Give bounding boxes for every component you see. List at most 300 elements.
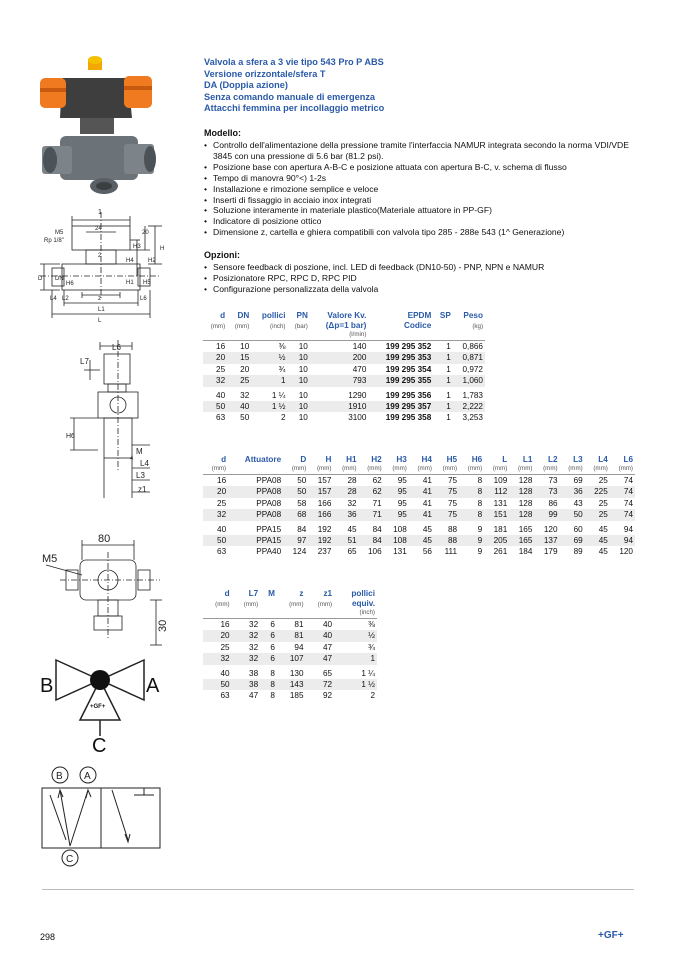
- table-cell: 84: [297, 524, 307, 534]
- table-codes: [203, 311, 485, 424]
- table-cell: 74: [610, 486, 635, 497]
- table-cell: 157: [308, 486, 333, 497]
- dim-label: z: [98, 296, 101, 302]
- table-row: [203, 387, 485, 401]
- table-cell: 81: [277, 630, 306, 641]
- table-row: [203, 412, 485, 423]
- table-cell: 36: [333, 509, 358, 520]
- table-cell: 199 295 358: [385, 413, 432, 423]
- valve-product-image: [40, 56, 156, 194]
- table-cell: 179: [543, 547, 558, 557]
- table-cell: ¾: [368, 642, 375, 652]
- header-kv-2: (Δp=1 bar): [325, 321, 367, 330]
- table-cell: 75: [447, 476, 458, 485]
- table-cell: 81: [294, 620, 304, 629]
- table-cell: 128: [518, 498, 533, 508]
- table-cell: 151: [484, 509, 509, 520]
- table-cell: 8: [270, 668, 275, 678]
- table-cell: 1: [251, 375, 287, 386]
- table-cell: 131: [393, 547, 407, 557]
- table-cell: 0,871: [453, 352, 485, 363]
- header-dn: DN: [237, 311, 250, 320]
- header-codice: Codice: [403, 321, 432, 330]
- technical-drawings: [0, 0, 200, 890]
- table-row: [203, 642, 377, 653]
- table-cell: 45: [422, 524, 432, 534]
- flow-label-a: A: [84, 771, 91, 782]
- table-cell: 10: [298, 364, 308, 374]
- header-z1: z1: [323, 589, 333, 598]
- table-cell: 108: [393, 524, 407, 534]
- table-cell: 10: [288, 375, 310, 386]
- table-cell: 56: [422, 547, 432, 557]
- table-cell: 137: [534, 535, 559, 546]
- unit-dn: (mm): [234, 323, 250, 330]
- dim-label: M5: [42, 553, 58, 565]
- table-cell: 99: [534, 509, 559, 520]
- table-cell: 73: [534, 486, 559, 497]
- table-cell: 16: [216, 342, 226, 351]
- model-item: • Dimensione z, cartella e ghiera compatibili con valvola tipo 285 - 288e 543 (1^ Generazione): [204, 227, 644, 238]
- dim-label: H1: [126, 280, 134, 286]
- unit-d: (mm): [210, 323, 226, 330]
- table-cell: 74: [623, 476, 633, 485]
- table-cell: 25: [216, 364, 226, 374]
- table-cell: 1290: [348, 390, 367, 400]
- table-cell: 75: [434, 509, 459, 520]
- table-cell: 261: [493, 547, 508, 557]
- table-cell: 131: [493, 498, 508, 508]
- table-cell: 32: [232, 630, 261, 641]
- table-cell: 32: [203, 509, 228, 520]
- table-cell: 111: [444, 547, 458, 557]
- table-cell: 88: [434, 535, 459, 546]
- table-cell: 32: [203, 375, 227, 386]
- table-cell: 165: [518, 524, 533, 534]
- options-list: [204, 262, 644, 295]
- table-cell: 192: [308, 535, 333, 546]
- table-cell: 69: [573, 476, 583, 485]
- table-row: [203, 653, 377, 664]
- unit-d: (mm): [291, 465, 307, 472]
- table-row: [203, 486, 635, 497]
- table-header-row: [203, 321, 485, 331]
- flow-label-c: C: [66, 854, 74, 865]
- options-heading: Opzioni:: [204, 250, 240, 260]
- table-cell: 47: [249, 691, 259, 701]
- table-cell: 8: [270, 691, 275, 701]
- valve-symbol: [56, 660, 144, 736]
- header-pn: PN: [296, 311, 308, 320]
- option-item: • Configurazione personalizzata della valvola: [204, 284, 644, 295]
- table-row: [203, 665, 377, 679]
- table-cell: 75: [434, 486, 459, 497]
- table-cell: 62: [372, 476, 382, 485]
- table-cell: 10: [298, 413, 308, 423]
- table-cell: 95: [384, 486, 409, 497]
- header-h3: H3: [396, 455, 407, 464]
- table-cell: 50: [283, 486, 308, 497]
- table-cell: 95: [397, 476, 407, 485]
- table-cell: 9: [477, 547, 483, 557]
- table-header-row: [203, 331, 485, 341]
- table-cell: 50: [203, 535, 228, 546]
- table-cell: 124: [292, 547, 307, 557]
- table-cell: 50: [240, 413, 250, 423]
- dim-label: H4: [126, 258, 134, 264]
- table-cell: 166: [317, 498, 332, 508]
- table-cell: 1 ¼: [271, 390, 286, 400]
- table-cell: 128: [518, 476, 533, 485]
- table-cell: 143: [277, 679, 306, 690]
- model-item: • Indicatore di posizione ottico: [204, 216, 644, 227]
- dim-label: L2: [62, 296, 69, 302]
- page-number: 298: [40, 932, 56, 942]
- model-item: • Controllo dell'alimentazione della pressione tramite l'interfaccia NAMUR integrata secondo la norma VDI/VDE 3845 con una pressione di 5.6 bar (81.2 psi).: [204, 140, 644, 162]
- header-d: D: [300, 455, 307, 464]
- table-cell: 25: [585, 509, 610, 520]
- table-cell: 40: [220, 668, 230, 678]
- table-cell: ½: [334, 630, 377, 641]
- table-cell: 199 295 353: [368, 352, 433, 363]
- table-cell: 86: [548, 498, 558, 508]
- table-cell: 63: [217, 547, 227, 557]
- table-cell: 45: [409, 535, 434, 546]
- dim-label: 2: [98, 253, 102, 259]
- table-cell: 25: [220, 642, 230, 652]
- header-h1: H1: [346, 455, 357, 464]
- table-cell: 40: [217, 524, 227, 534]
- table-cell: 41: [409, 509, 434, 520]
- table-cell: 181: [493, 524, 508, 534]
- table-cell: 199 295 355: [368, 375, 433, 386]
- table-cell: 50: [297, 476, 307, 485]
- table-row: [203, 535, 635, 546]
- table-cell: PPA15: [228, 535, 283, 546]
- model-item: • Posizione base con apertura A-B-C e posizione attuata con apertura B-C, v. schema di flusso: [204, 162, 644, 173]
- table-cell: 1: [334, 653, 377, 664]
- table-cell: 94: [294, 642, 304, 652]
- table-row: [203, 341, 485, 353]
- table-cell: 84: [372, 524, 382, 534]
- table-cell: 0,972: [462, 364, 483, 374]
- model-list: [204, 140, 644, 238]
- table-cell: 20: [203, 630, 232, 641]
- table-cell: 1: [433, 401, 453, 412]
- header-l3: L3: [573, 455, 583, 464]
- unit-kv: (l/min): [349, 331, 367, 338]
- table-cell: 1: [446, 364, 451, 374]
- table-cell: 185: [289, 691, 304, 701]
- unit-h: (mm): [316, 465, 332, 472]
- table-cell: 16: [217, 476, 227, 485]
- side-view-labels: [66, 343, 149, 494]
- table-cell: 1: [433, 375, 453, 386]
- table-cell: 15: [227, 352, 251, 363]
- table-cell: 36: [560, 486, 585, 497]
- table-cell: PPA08: [256, 476, 282, 485]
- unit-h5: (mm): [442, 465, 458, 472]
- table-cell: 63: [220, 691, 230, 701]
- table-cell: 1910: [310, 401, 369, 412]
- table-cell: 130: [289, 668, 304, 678]
- table-cell: 470: [352, 364, 367, 374]
- flow-label-b: B: [56, 771, 63, 782]
- table-cell: 51: [333, 535, 358, 546]
- product-title-block: [204, 57, 644, 115]
- unit-d: (mm): [211, 465, 227, 472]
- unit-h1: (mm): [342, 465, 357, 472]
- table-cell: 47: [322, 642, 333, 652]
- table-cell: 32: [347, 498, 357, 508]
- unit-h3: (mm): [392, 465, 407, 472]
- table-cell: 10: [298, 390, 308, 400]
- table-cell: 32: [249, 620, 259, 629]
- dim-label: L4: [140, 459, 149, 468]
- table-cell: 72: [306, 679, 335, 690]
- table-cell: 50: [203, 401, 227, 412]
- table-cell: 0,866: [462, 342, 483, 351]
- port-label-a: A: [146, 675, 160, 697]
- dim-label: H3: [133, 244, 141, 250]
- model-heading: Modello:: [204, 128, 241, 138]
- header-pollici: pollici: [351, 589, 375, 598]
- table-cell: 63: [216, 413, 226, 423]
- table-cell: 128: [509, 486, 534, 497]
- table-cell: 109: [493, 476, 508, 485]
- table-header-row: [203, 455, 635, 465]
- unit-peso: (kg): [472, 323, 483, 330]
- product-title-line: DA (Doppia azione): [204, 80, 288, 91]
- table-cell: 1: [433, 352, 453, 363]
- dim-label: L3: [136, 471, 145, 480]
- table-row: [203, 375, 485, 386]
- dim-label: 24: [95, 226, 102, 232]
- dim-label: D: [38, 276, 43, 282]
- table-header-row: [203, 589, 377, 599]
- table-cell: 25: [227, 375, 251, 386]
- table-cell: 71: [359, 509, 384, 520]
- table-row: [203, 679, 377, 690]
- table-cell: 32: [232, 653, 261, 664]
- option-item: • Posizionatore RPC, RPC D, RPC PID: [204, 273, 644, 284]
- table-cell: 71: [372, 498, 382, 508]
- table-header-row: [203, 599, 377, 609]
- table-dimensions: [203, 455, 635, 558]
- table-cell: 28: [347, 476, 357, 485]
- table-row: [203, 475, 635, 487]
- table-cell: 120: [543, 524, 558, 534]
- table-cell: 199 295 356: [385, 390, 432, 400]
- table-cell: 95: [384, 509, 409, 520]
- table-cell: 157: [317, 476, 332, 485]
- table-cell: 120: [619, 547, 633, 557]
- dim-label: H6: [66, 281, 74, 287]
- product-title-line: Attacchi femmina per incollaggio metrico: [204, 103, 385, 114]
- option-item: • Sensore feedback di poszione, incl. LED di feedback (DN10-50) - PNP, NPN e NAMUR: [204, 262, 644, 273]
- table-cell: 165: [509, 535, 534, 546]
- product-title-line: Valvola a sfera a 3 vie tipo 543 Pro P ABS: [204, 57, 384, 67]
- table-cell: 45: [598, 547, 608, 557]
- dim-label: H2: [148, 258, 156, 264]
- table-cell: PPA08: [256, 498, 282, 508]
- table-cell: 38: [249, 668, 259, 678]
- table-cell: 2: [280, 413, 286, 423]
- table-cell: 41: [422, 476, 432, 485]
- table-cell: 95: [397, 498, 407, 508]
- product-title-line: Senza comando manuale di emergenza: [204, 91, 376, 102]
- table-cell: PPA08: [228, 486, 283, 497]
- table-cell: 184: [518, 547, 533, 557]
- table-cell: 28: [333, 486, 358, 497]
- gf-logo: +GF+: [598, 930, 624, 941]
- table-cell: 25: [217, 498, 227, 508]
- dim-label: H5: [143, 280, 151, 286]
- table-cell: 3100: [348, 413, 367, 423]
- table-cell: 88: [447, 524, 458, 534]
- header-equiv: equiv.: [351, 599, 375, 608]
- dim-label: z1: [138, 485, 147, 494]
- header-l4: L4: [598, 455, 608, 464]
- table-cell: 32: [240, 390, 250, 400]
- table-cell: 32: [249, 642, 259, 652]
- table-dimensions-2: [203, 589, 377, 702]
- dim-label: L: [98, 318, 102, 324]
- table-cell: 65: [322, 668, 333, 678]
- dim-label: 30: [157, 619, 169, 632]
- table-cell: 10: [288, 352, 310, 363]
- model-item: • Installazione e rimozione semplice e veloce: [204, 184, 644, 195]
- table-cell: 20: [203, 352, 227, 363]
- unit-l: (mm): [492, 465, 508, 472]
- dim-label: M: [136, 447, 143, 456]
- table-cell: 45: [598, 524, 608, 534]
- table-cell: 50: [203, 679, 232, 690]
- dim-label: L7: [80, 357, 89, 366]
- table-cell: ⅜: [278, 342, 286, 351]
- table-cell: PPA08: [228, 509, 283, 520]
- dim-label: 1: [98, 209, 102, 216]
- unit-h4: (mm): [417, 465, 432, 472]
- unit-l3: (mm): [568, 465, 583, 472]
- table-row: [203, 619, 377, 631]
- table-cell: 1: [446, 413, 451, 423]
- header-h2: H2: [371, 455, 382, 464]
- table-cell: 107: [277, 653, 306, 664]
- table-cell: 45: [347, 524, 357, 534]
- table-cell: PPA15: [256, 524, 282, 534]
- table-cell: 16: [220, 620, 230, 629]
- header-h4: H4: [421, 455, 432, 464]
- unit-l1: (mm): [517, 465, 533, 472]
- table-cell: 8: [477, 476, 483, 485]
- unit-d: (mm): [215, 601, 230, 608]
- table-header-row: [203, 609, 377, 619]
- table-cell: 92: [322, 691, 333, 701]
- table-cell: 205: [484, 535, 509, 546]
- table-cell: 65: [347, 547, 357, 557]
- port-label-c: C: [92, 735, 107, 757]
- table-cell: 40: [216, 390, 226, 400]
- table-header-row: [203, 465, 635, 475]
- dim-label: Rp 1/8": [44, 238, 64, 244]
- dim-label: 20: [142, 230, 149, 236]
- table-cell: 166: [308, 509, 333, 520]
- table-cell: 60: [573, 524, 583, 534]
- dim-label: M5: [55, 230, 64, 236]
- header-peso: Peso: [463, 311, 483, 320]
- header-l: L: [502, 455, 508, 464]
- dim-label: H: [160, 246, 165, 252]
- table-cell: 45: [585, 535, 610, 546]
- table-row: [203, 509, 635, 520]
- table-cell: 1 ½: [334, 679, 377, 690]
- header-attuatore: Attuatore: [244, 455, 282, 464]
- header-d: d: [220, 311, 226, 320]
- header-pollici: pollici: [261, 311, 286, 320]
- table-row: [203, 352, 485, 363]
- unit-z: (mm): [289, 601, 304, 608]
- table-row: [203, 546, 635, 557]
- table-cell: 1,783: [462, 390, 483, 400]
- table-cell: 200: [310, 352, 369, 363]
- table-cell: 41: [409, 486, 434, 497]
- table-cell: 68: [283, 509, 308, 520]
- table-cell: 74: [610, 509, 635, 520]
- table-cell: 793: [310, 375, 369, 386]
- table-cell: 1 ¼: [361, 668, 375, 678]
- table-cell: 140: [352, 342, 367, 351]
- table-cell: 225: [585, 486, 610, 497]
- table-cell: 50: [560, 509, 585, 520]
- header-d: d: [224, 589, 230, 598]
- table-cell: 8: [477, 498, 483, 508]
- unit-pollici: (inch): [359, 609, 375, 616]
- unit-h2: (mm): [367, 465, 382, 472]
- table-cell: 43: [573, 498, 583, 508]
- dim-label: L6: [112, 343, 121, 352]
- table-cell: ½: [251, 352, 287, 363]
- dim-label: 4: [130, 456, 134, 462]
- table-cell: 9: [477, 524, 483, 534]
- table-cell: 9: [459, 535, 484, 546]
- table-cell: 8: [459, 486, 484, 497]
- table-cell: 97: [283, 535, 308, 546]
- table-cell: 25: [598, 498, 608, 508]
- table-cell: 75: [447, 498, 458, 508]
- header-l6: L6: [623, 455, 633, 464]
- header-sp: SP: [439, 311, 451, 320]
- table-header-row: [203, 311, 485, 321]
- table-cell: 41: [422, 498, 432, 508]
- header-m: M: [268, 589, 275, 598]
- dim-label: L4: [50, 296, 57, 302]
- table-cell: 6: [260, 630, 277, 641]
- table-cell: 40: [322, 620, 333, 629]
- unit-l6: (mm): [618, 465, 633, 472]
- header-epdm: EPDM: [407, 311, 432, 320]
- table-cell: ⅜: [368, 620, 375, 629]
- dim-label: 80: [98, 533, 111, 545]
- table-cell: 94: [610, 535, 635, 546]
- table-cell: 2,222: [453, 401, 485, 412]
- namur-view-drawing: [46, 540, 162, 645]
- dim-label: DN: [55, 276, 64, 282]
- header-l1: L1: [522, 455, 533, 464]
- header-h6: H6: [471, 455, 483, 464]
- table-cell: ¾: [278, 364, 286, 374]
- model-item: • Inserti di fissaggio in acciaio inox integrati: [204, 195, 644, 206]
